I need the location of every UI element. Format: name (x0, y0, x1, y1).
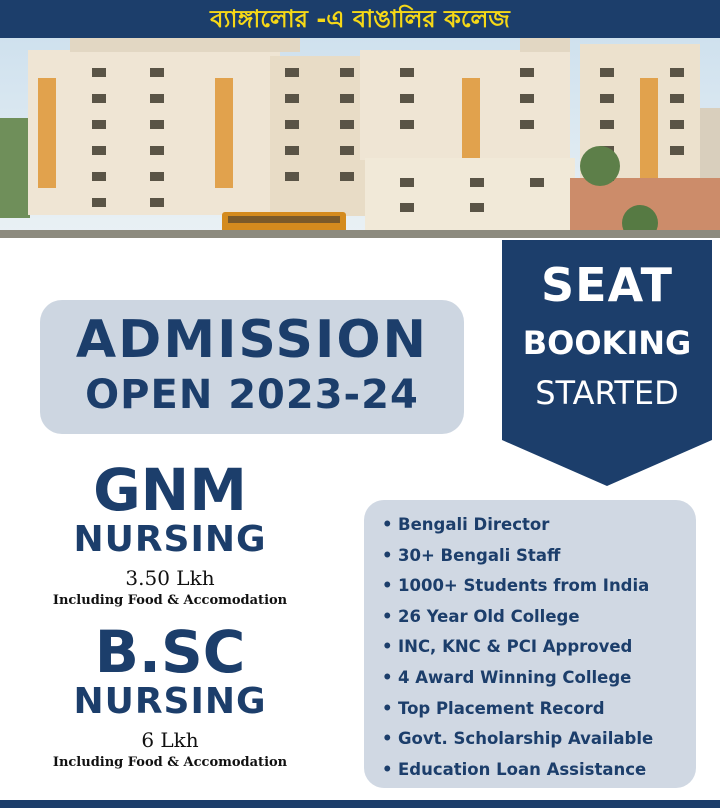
feature-item (382, 602, 696, 633)
bullet-icon: • (382, 515, 393, 534)
bullet-icon: • (382, 606, 393, 626)
features-list (364, 500, 696, 785)
college-building-photo (0, 38, 720, 238)
feature-item (382, 632, 696, 663)
features-panel (364, 500, 696, 788)
feature-item (382, 571, 696, 602)
bullet-icon: • (382, 576, 393, 596)
course-price: 6 Lkh (141, 728, 199, 752)
feature-item (382, 724, 696, 755)
feature-text: Govt. Scholarship Available (398, 729, 654, 749)
bullet-icon: • (382, 698, 393, 718)
course-subtitle: NURSING (73, 519, 267, 560)
admission-heading: ADMISSION (75, 310, 429, 370)
started-label: STARTED (535, 374, 679, 412)
course-bsc (20, 618, 320, 772)
course-note: Including Food & Accomodation (52, 593, 288, 608)
booking-label: BOOKING (522, 324, 692, 362)
feature-text: Education Loan Assistance (398, 759, 647, 779)
feature-text: INC, KNC & PCI Approved (398, 637, 633, 657)
course-subtitle: NURSING (73, 681, 267, 722)
feature-item (382, 541, 696, 572)
feature-text: 1000+ Students from India (398, 576, 650, 596)
admission-year: OPEN 2023-24 (85, 372, 419, 418)
bullet-icon: • (382, 545, 393, 565)
bullet-icon: • (382, 637, 393, 657)
feature-text: Bengali Director (398, 515, 550, 534)
bullet-icon: • (382, 759, 393, 779)
feature-item (382, 755, 696, 786)
feature-text: 26 Year Old College (398, 606, 580, 626)
admission-panel (40, 300, 464, 434)
seat-booking-badge (502, 240, 712, 486)
feature-item (382, 694, 696, 725)
feature-text: Top Placement Record (398, 698, 605, 718)
course-price: 3.50 Lkh (125, 566, 215, 590)
course-name: B.SC (94, 618, 246, 686)
feature-text: 4 Award Winning College (398, 667, 632, 687)
course-name: GNM (93, 456, 247, 524)
top-banner (0, 0, 720, 38)
bullet-icon: • (382, 729, 393, 749)
course-note: Including Food & Accomodation (52, 755, 288, 770)
course-gnm (20, 456, 320, 610)
bullet-icon: • (382, 667, 393, 687)
feature-item (382, 510, 696, 541)
feature-text: 30+ Bengali Staff (398, 545, 561, 565)
banner-title: ব্যাঙ্গালোর -এ বাঙালির কলেজ (210, 5, 510, 33)
feature-item (382, 663, 696, 694)
bottom-bar (0, 800, 720, 808)
seat-label: SEAT (541, 258, 673, 312)
